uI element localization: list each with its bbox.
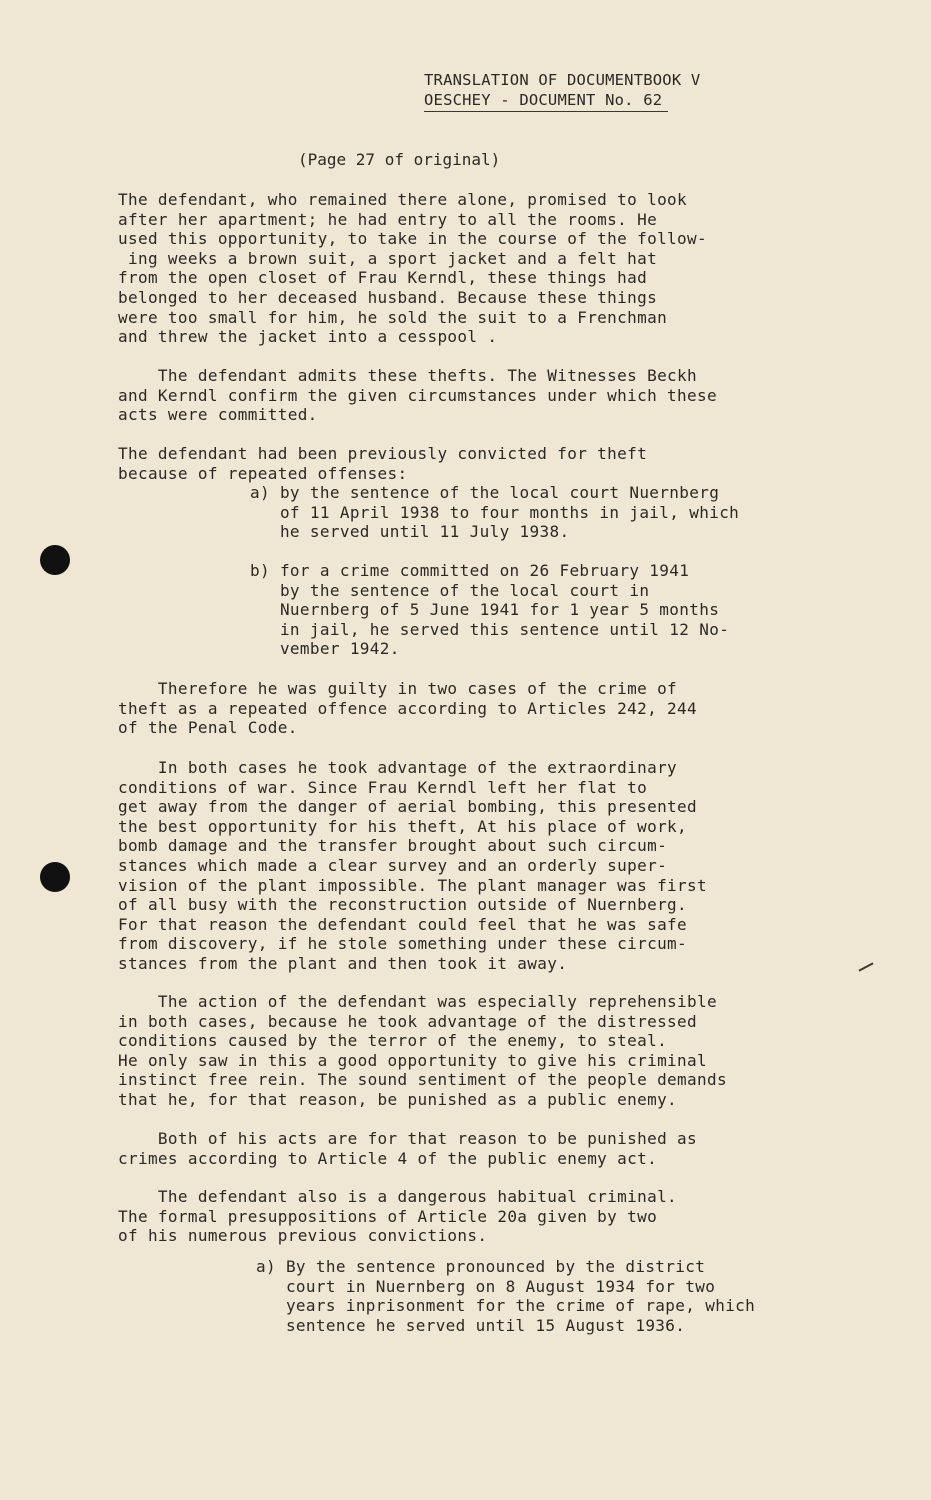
pencil-mark [858,962,873,971]
text-line: vision of the plant impossible. The plant manager was first [118,875,707,895]
text-line: Nuernberg of 5 June 1941 for 1 year 5 months [250,600,720,620]
paragraph-1 [118,190,707,347]
text-line: the best opportunity for his theft, At his place of work, [118,816,688,836]
text-line: that he, for that reason, be punished as a public enemy. [118,1089,678,1109]
page-reference: (Page 27 of original) [298,150,501,169]
punch-hole [40,545,70,575]
text-line: court in Nuernberg on 8 August 1934 for two [256,1276,716,1296]
paragraph-7 [118,1129,697,1168]
text-line: by the sentence of the local court in [250,580,650,600]
text-line: were too small for him, he sold the suit to a Frenchman [118,307,668,327]
text-line: in both cases, because he took advantage of the distressed [118,1011,698,1031]
text-line: theft as a repeated offence according to Articles 242, 244 [118,698,698,718]
text-line: he served until 11 July 1938. [250,522,570,542]
paragraph-6 [118,992,727,1110]
paragraph-3 [118,444,647,483]
text-line: and threw the jacket into a cesspool . [118,327,498,347]
text-line: years inprisonment for the crime of rape, which [256,1296,756,1316]
text-line: The defendant also is a dangerous habitual criminal. [118,1187,678,1206]
text-line: in jail, he served this sentence until 12 No- [250,619,730,639]
text-line: The defendant admits these thefts. The Witnesses Beckh [118,366,698,385]
text-line: conditions caused by the terror of the enemy, to steal. [118,1031,668,1051]
text-line: of all busy with the reconstruction outside of Nuernberg. [118,895,688,915]
text-line: The defendant, who remained there alone, promised to look [118,190,688,209]
paragraph-2 [118,366,717,425]
text-line: a) by the sentence of the local court Nuernberg [250,483,720,502]
conviction-a [250,483,739,542]
punch-hole [40,862,70,892]
text-line: belonged to her deceased husband. Because these things [118,287,658,307]
text-line: bomb damage and the transfer brought about such circum- [118,836,668,856]
header-line-2: OESCHEY - DOCUMENT No. 62 [424,90,668,112]
text-line: instinct free rein. The sound sentiment of the people demands [118,1070,727,1090]
paragraph-4 [118,679,697,738]
text-line: and Kerndl confirm the given circumstances under which these [118,385,717,405]
text-line: ing weeks a brown suit, a sport jacket and a felt hat [118,248,658,268]
header-line-1: TRANSLATION OF DOCUMENTBOOK V [424,71,701,89]
text-line: Both of his acts are for that reason to be punished as [118,1129,698,1148]
document-header [424,70,700,112]
text-line: crimes according to Article 4 of the public enemy act. [118,1148,658,1168]
text-line: conditions of war. Since Frau Kerndl left her flat to [118,777,648,797]
text-line: The defendant had been previously convicted for theft [118,444,648,463]
text-line: sentence he served until 15 August 1936. [256,1315,686,1335]
text-line: The formal presuppositions of Article 20a given by two [118,1206,658,1226]
text-line: after her apartment; he had entry to all the rooms. He [118,209,658,229]
paragraph-5 [118,758,707,974]
paragraph-8 [118,1187,677,1246]
text-line: get away from the danger of aerial bombing, this presented [118,797,698,817]
text-line: from the open closet of Frau Kerndl, these things had [118,268,648,288]
conviction-b [250,561,729,659]
text-line: In both cases he took advantage of the extraordinary [118,758,678,777]
text-line: a) By the sentence pronounced by the district [256,1257,706,1276]
previous-conviction-a [256,1257,755,1335]
text-line: of his numerous previous convictions. [118,1226,488,1246]
text-line: vember 1942. [250,639,400,659]
text-line: of the Penal Code. [118,718,298,738]
text-line: stances which made a clear survey and an orderly super- [118,855,668,875]
text-line: The action of the defendant was especially reprehensible [118,992,717,1011]
text-line: stances from the plant and then took it away. [118,953,568,973]
text-line: acts were committed. [118,405,318,425]
text-line: because of repeated offenses: [118,463,408,483]
text-line: He only saw in this a good opportunity to give his criminal [118,1050,707,1070]
text-line: b) for a crime committed on 26 February 1941 [250,561,690,580]
text-line: of 11 April 1938 to four months in jail, which [250,502,740,522]
text-line: used this opportunity, to take in the course of the follow- [118,229,707,249]
text-line: For that reason the defendant could feel that he was safe [118,914,688,934]
text-line: from discovery, if he stole something under these circum- [118,934,688,954]
text-line: Therefore he was guilty in two cases of the crime of [118,679,678,698]
